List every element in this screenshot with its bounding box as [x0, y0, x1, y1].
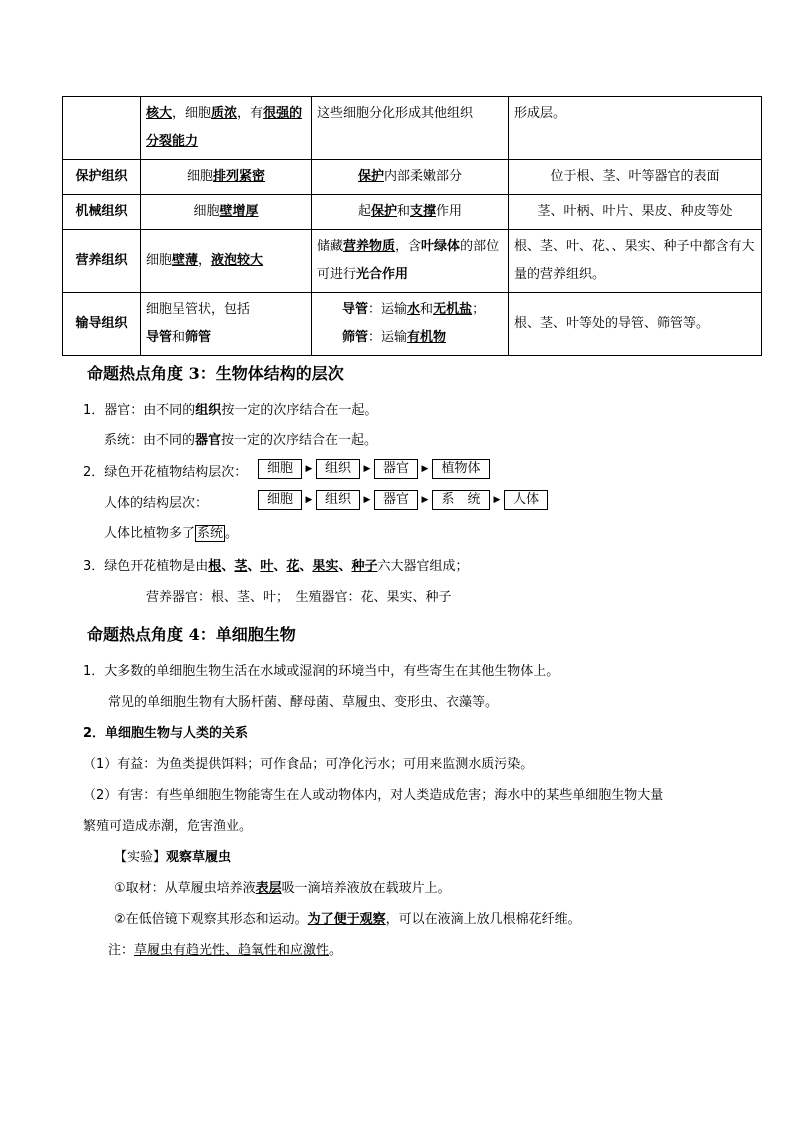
human-hierarchy-flow	[258, 490, 548, 510]
tissue-name-cell	[63, 97, 141, 160]
key-term: 组织	[195, 403, 222, 418]
key-term: 筛管	[185, 330, 212, 345]
text: 、	[273, 559, 287, 574]
text: ②在低倍镜下观察其形态和运动。	[114, 912, 308, 927]
function-cell	[312, 230, 509, 293]
text: 作用	[436, 204, 463, 219]
text: 和	[396, 204, 410, 219]
flow-box: 系 统	[432, 490, 490, 510]
key-term: 花	[286, 559, 300, 574]
key-term: 为了便于观察	[307, 912, 386, 927]
key-term: 叶绿体	[421, 239, 461, 254]
arrow-right-icon: ▶	[363, 464, 371, 474]
key-term: 果实	[312, 559, 339, 574]
function-cell	[312, 160, 509, 195]
key-term: 水	[407, 302, 421, 317]
paragraph-line: 常见的单细胞生物有大肠杆菌、酵母菌、草履虫、变形虫、衣藻等。	[108, 695, 499, 710]
paragraph-line: （2）有害：有些单细胞生物能寄生在人或动物体内，对人类造成危害；海水中的某些单细胞生物大量	[83, 788, 664, 803]
location-cell: 根、茎、叶等处的导管、筛管等。	[509, 293, 762, 356]
text: 储藏	[317, 239, 344, 254]
text: 细胞呈管状，包括	[146, 302, 251, 317]
paragraph-line: 2．单细胞生物与人类的关系	[83, 726, 249, 741]
text: ，含	[395, 239, 422, 254]
text: ；	[472, 302, 486, 317]
key-term: 排列紧密	[213, 169, 266, 184]
text: 、	[338, 559, 352, 574]
table-row	[63, 230, 762, 293]
text: 和	[420, 302, 434, 317]
key-term: 保护	[357, 169, 384, 184]
text: 。	[225, 526, 239, 541]
key-term: 导管	[146, 330, 173, 345]
table-row	[63, 195, 762, 230]
key-term: 有机物	[407, 330, 447, 345]
tissue-name-cell: 输导组织	[63, 293, 141, 356]
flow-box: 人体	[504, 490, 548, 510]
paragraph-line	[114, 877, 451, 896]
text: 吸一滴培养液放在载玻片上。	[281, 881, 451, 896]
feature-cell	[141, 230, 312, 293]
paragraph-line	[104, 429, 377, 448]
feature-cell	[141, 293, 312, 356]
item-number: 2．	[83, 465, 105, 480]
paragraph-line: 人体的结构层次：	[104, 496, 209, 511]
key-term: 很强的分裂能力	[146, 106, 303, 149]
item-number: 1．	[83, 403, 105, 418]
text: 细胞	[186, 169, 213, 184]
text: 人体比植物多了	[104, 526, 196, 541]
text: 、	[221, 559, 235, 574]
text: 细胞	[146, 253, 173, 268]
key-term: 壁薄	[172, 253, 199, 268]
location-cell: 根、茎、叶、花、、果实、种子中都含有大量的营养组织。	[509, 230, 762, 293]
text: 和	[172, 330, 186, 345]
text: 【实验】	[114, 850, 167, 865]
flow-box: 器官	[374, 459, 418, 479]
item-number: 3．	[83, 559, 105, 574]
text: 、	[247, 559, 261, 574]
key-term: 质浓	[211, 106, 238, 121]
key-term: 草履虫有趋光性、趋氧性和应激性	[134, 943, 330, 958]
text: 这些细胞分化形成其他组织	[317, 106, 474, 121]
paragraph-line	[114, 846, 231, 865]
key-term: 核大	[146, 106, 173, 121]
text: 的部位可进行	[317, 239, 500, 282]
paragraph-line: （1）有益：为鱼类提供饵料；可作食品；可净化污水；可用来监测水质污染。	[83, 757, 534, 772]
location-cell	[509, 97, 762, 160]
paragraph-line: 繁殖可造成赤潮，危害渔业。	[83, 819, 253, 834]
text: ，细胞	[172, 106, 212, 121]
key-term: 营养物质	[343, 239, 396, 254]
flow-box: 组织	[316, 490, 360, 510]
flow-box: 细胞	[258, 490, 302, 510]
feature-cell	[141, 160, 312, 195]
paragraph-line: 1．大多数的单细胞生物生活在水域或湿润的环境当中，有些寄生在其他生物体上。	[83, 664, 560, 679]
key-term: 光合作用	[356, 267, 409, 282]
arrow-right-icon: ▶	[305, 495, 313, 505]
paragraph-line	[108, 939, 342, 958]
key-term: 导管	[342, 302, 369, 317]
key-term: 液泡较大	[211, 253, 264, 268]
text: 绿色开花植物结构层次：	[104, 465, 248, 480]
section-heading: 命题热点角度 3：生物体结构的层次	[87, 364, 344, 383]
table-row	[63, 97, 762, 160]
location-cell: 位于根、茎、叶等器官的表面	[509, 160, 762, 195]
key-term: 保护	[370, 204, 397, 219]
feature-cell	[141, 97, 312, 160]
text: ：运输	[368, 302, 408, 317]
text: 器官：由不同的	[104, 403, 196, 418]
text: ，	[198, 253, 212, 268]
table-row	[63, 160, 762, 195]
text: 内部柔嫩部分	[384, 169, 463, 184]
key-term: 茎	[234, 559, 248, 574]
flow-box: 组织	[316, 459, 360, 479]
text: 注：	[108, 943, 135, 958]
arrow-right-icon: ▶	[363, 495, 371, 505]
text: 按一定的次序结合在一起。	[221, 403, 378, 418]
plant-tissue-table	[62, 96, 762, 356]
function-cell	[312, 97, 509, 160]
key-term: 支撑	[410, 204, 437, 219]
key-term: 根	[208, 559, 222, 574]
feature-cell	[141, 195, 312, 230]
key-term: 表层	[255, 881, 282, 896]
paragraph-line	[104, 522, 238, 541]
flow-box: 器官	[374, 490, 418, 510]
arrow-right-icon: ▶	[305, 464, 313, 474]
text: 。	[329, 943, 343, 958]
tissue-name-cell: 保护组织	[63, 160, 141, 195]
section-heading: 命题热点角度 4：单细胞生物	[87, 625, 296, 644]
function-cell	[312, 293, 509, 356]
tissue-name-cell: 机械组织	[63, 195, 141, 230]
text: ：运输	[368, 330, 408, 345]
paragraph-line	[83, 461, 247, 480]
key-term: 器官	[195, 433, 222, 448]
arrow-right-icon: ▶	[493, 495, 501, 505]
tissue-name-cell: 营养组织	[63, 230, 141, 293]
flow-box: 植物体	[432, 459, 490, 479]
text: ①取材：从草履虫培养液	[114, 881, 256, 896]
text: 形成层。	[514, 106, 567, 121]
key-term: 叶	[260, 559, 274, 574]
text: ，有	[237, 106, 264, 121]
key-term: 筛管	[342, 330, 369, 345]
table-row	[63, 293, 762, 356]
arrow-right-icon: ▶	[421, 495, 429, 505]
arrow-right-icon: ▶	[421, 464, 429, 474]
key-term: 无机盐	[433, 302, 473, 317]
boxed-term: 系统	[197, 526, 224, 541]
text: 起	[357, 204, 371, 219]
text: 绿色开花植物是由	[104, 559, 209, 574]
text: 按一定的次序结合在一起。	[221, 433, 378, 448]
text: 细胞	[193, 204, 220, 219]
flow-box: 细胞	[258, 459, 302, 479]
paragraph-line	[83, 399, 377, 418]
text: 、	[299, 559, 313, 574]
paragraph-line	[83, 555, 468, 574]
function-cell	[312, 195, 509, 230]
text: 系统：由不同的	[104, 433, 196, 448]
key-term: 壁增厚	[219, 204, 259, 219]
paragraph-line	[114, 908, 581, 927]
plant-hierarchy-flow	[258, 459, 490, 479]
paragraph-line: 营养器官：根、茎、叶； 生殖器官：花、果实、种子	[146, 590, 452, 605]
text: ，可以在液滴上放几根棉花纤维。	[385, 912, 581, 927]
location-cell: 茎、叶柄、叶片、果皮、种皮等处	[509, 195, 762, 230]
key-term: 种子	[351, 559, 378, 574]
key-term: 观察草履虫	[166, 850, 232, 865]
text: 六大器官组成；	[377, 559, 469, 574]
